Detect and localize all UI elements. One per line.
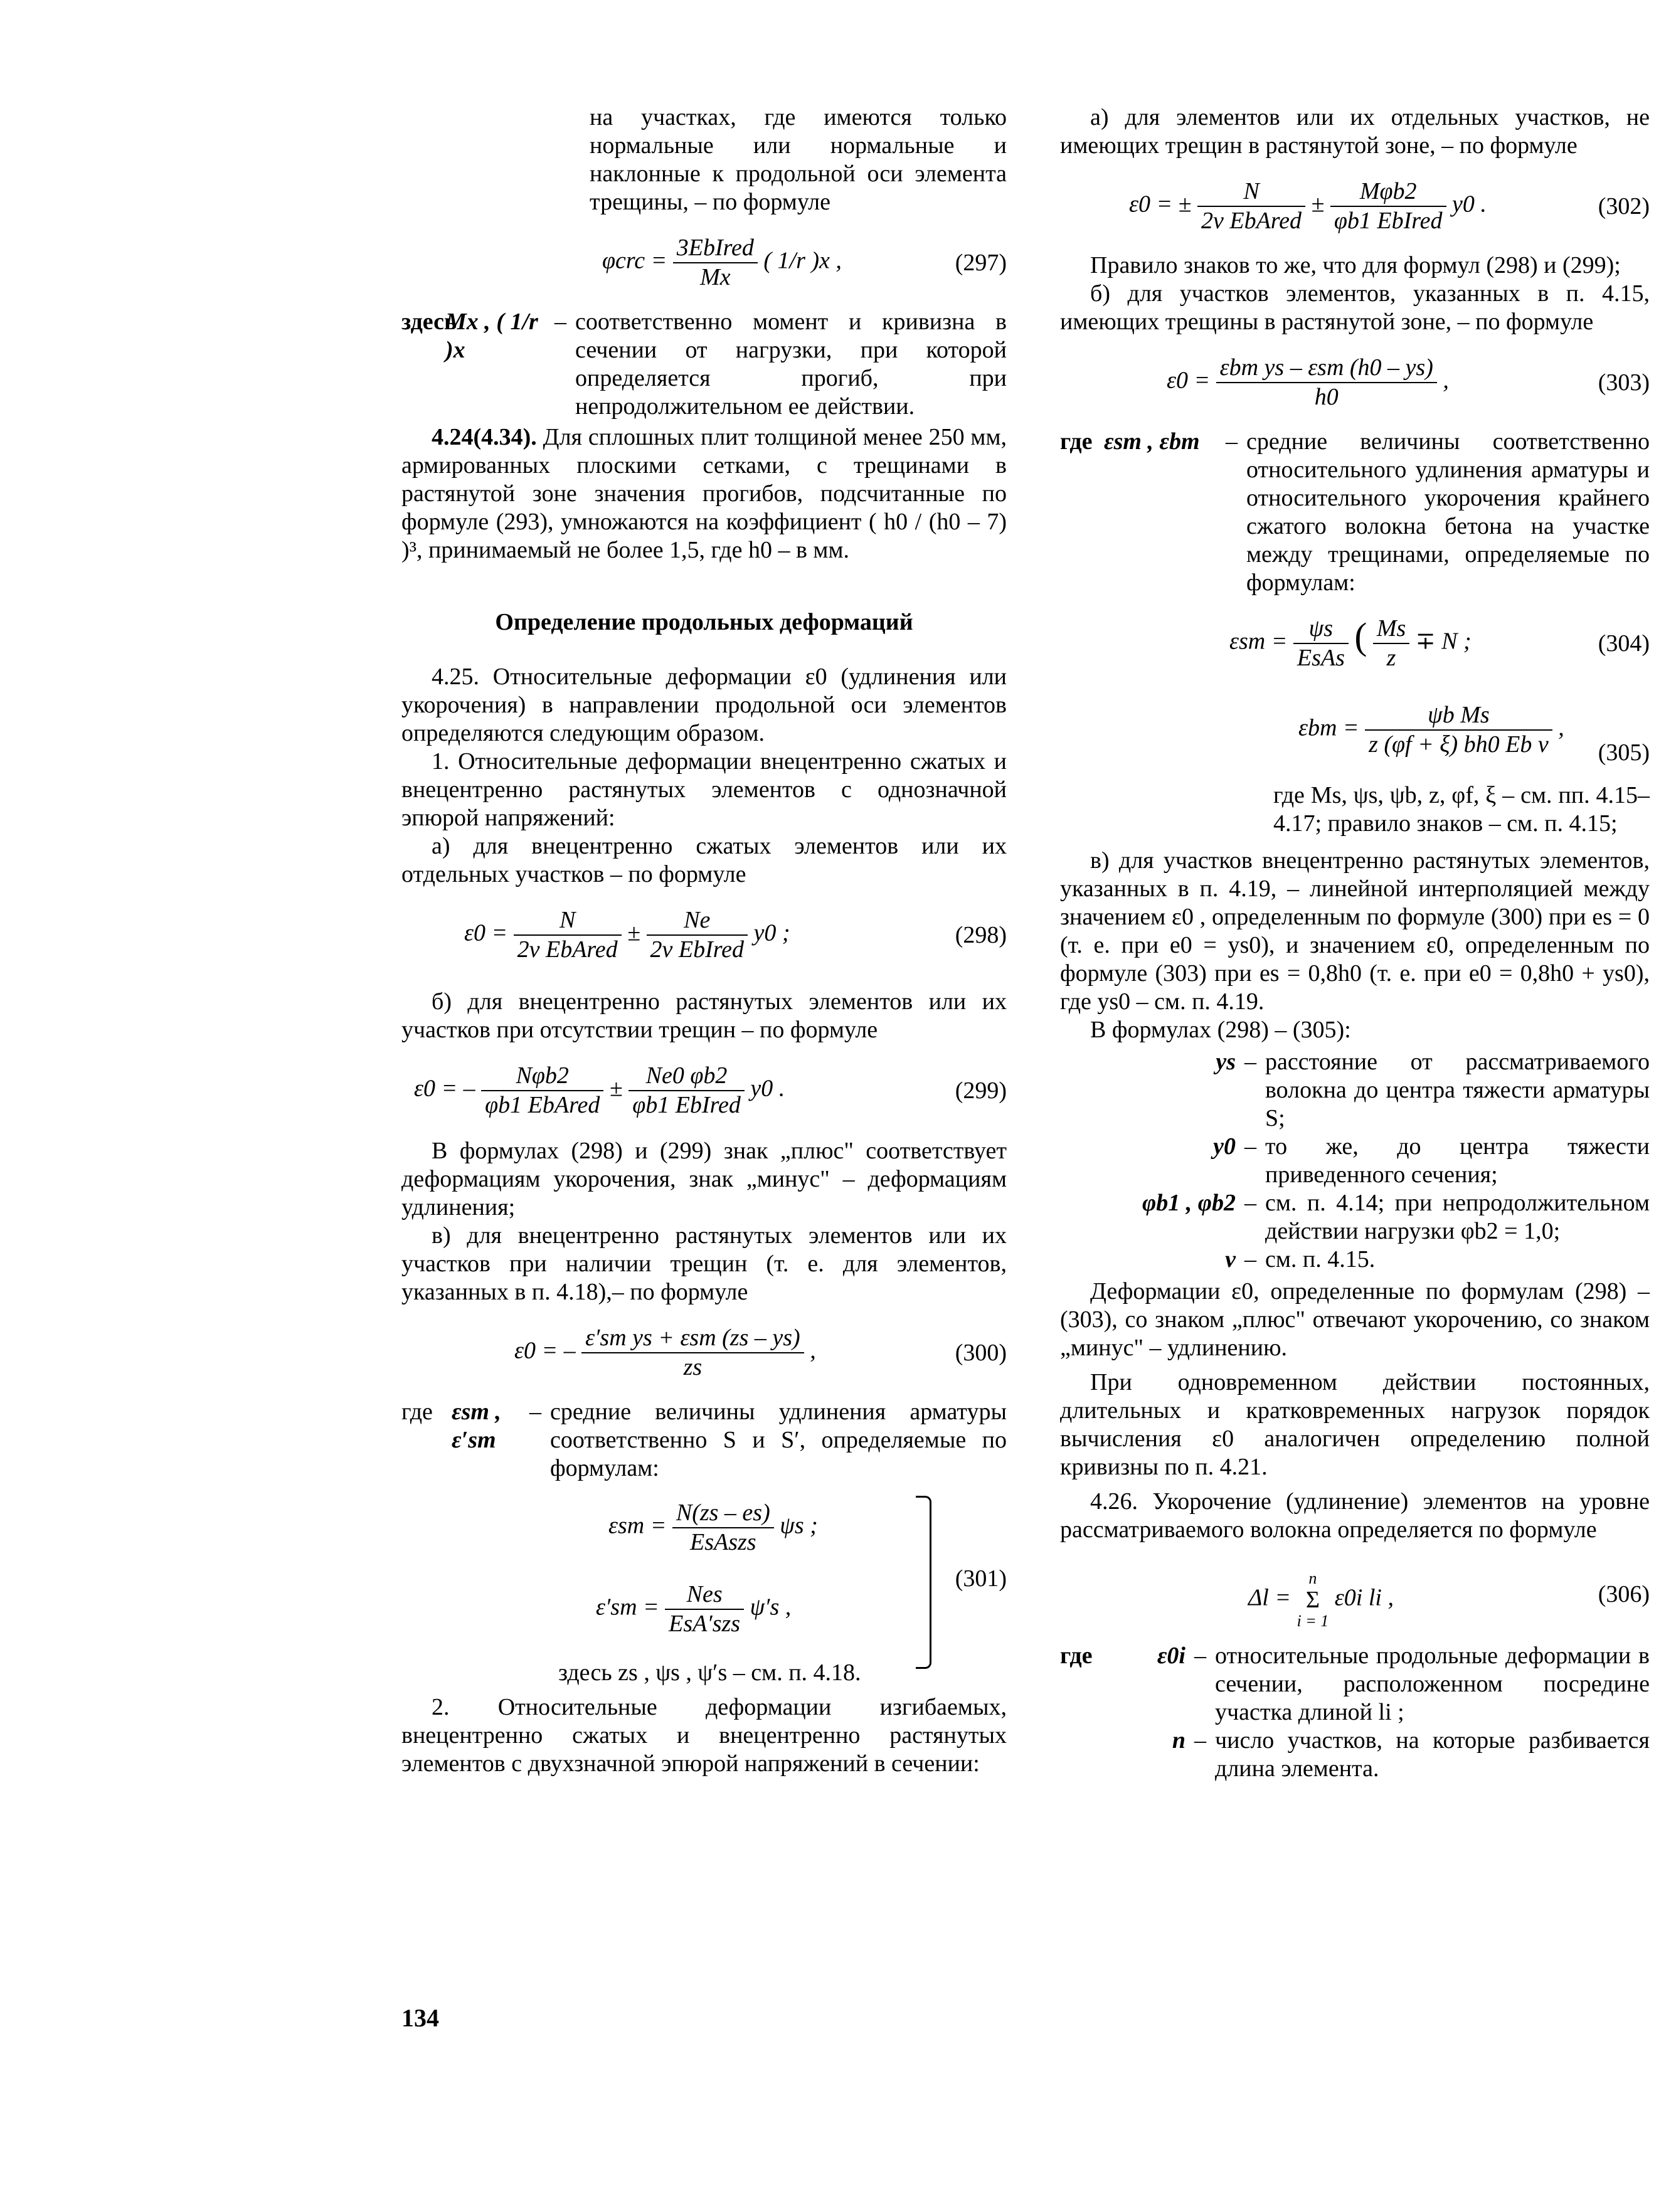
formula-298: [401, 900, 1007, 969]
where-306-row-2: [1060, 1727, 1650, 1783]
where-300-term: εsm , ε′sm: [452, 1399, 501, 1453]
formula-305-numerator: ψb Ms: [1365, 701, 1552, 731]
formula-305-note: где Ms, ψs, ψb, z, φf, ξ – см. пп. 4.15–4.17; правило знаков – см. п. 4.15;: [1273, 782, 1650, 837]
formula-300-denominator: zs: [683, 1354, 703, 1380]
formula-298-den1: 2ν EbAred: [517, 936, 618, 963]
formula-304-denominator: EsAs: [1297, 645, 1345, 671]
where-300-lead: где: [401, 1399, 433, 1425]
definition-body: расстояние от рассматриваемого волокна до центра тяжести арматуры S;: [1265, 1049, 1650, 1131]
where-306-row-1: [1060, 1642, 1650, 1727]
formula-305-denominator: z (φf + ξ) bh0 Eb ν: [1369, 731, 1549, 758]
formula-298-tail: y0 ;: [753, 919, 790, 946]
formula-300-label: (300): [955, 1340, 1007, 1366]
definition-nu: [1110, 1246, 1650, 1274]
item-2a: а) для элементов или их отдельных участков, не имеющих трещин в растянутой зоне, – по формуле: [1060, 104, 1650, 159]
formula-297-lhs: φcrc =: [602, 247, 667, 274]
where-306-term: n: [1172, 1727, 1185, 1754]
formula-306-lhs: Δl =: [1248, 1584, 1291, 1611]
definition-y0: [1110, 1133, 1650, 1189]
formula-298-num1: N: [514, 906, 622, 936]
section-title: Определение продольных деформаций: [495, 609, 913, 635]
formula-306-sum-top: n: [1308, 1569, 1317, 1587]
clause-4-25: 4.25. Относительные деформации ε0 (удлинения или укорочения) в направлении продольной оси элементов определяются следующим образом.: [401, 664, 1007, 746]
definition-term: ν: [1225, 1246, 1236, 1273]
where-306-lead: где: [1060, 1643, 1093, 1669]
formula-301b-denominator: EsA′szs: [669, 1611, 741, 1637]
paragraph-in-formulas: В формулах (298) – (305):: [1090, 1017, 1351, 1043]
definition-term: ys: [1216, 1049, 1236, 1075]
formula-305-tail: ,: [1558, 714, 1564, 741]
formula-301a-numerator: N(zs – es): [672, 1499, 774, 1528]
item-1b: б) для внецентренно растянутых элементов или их участков при отсутствии трещин – по формуле: [401, 988, 1007, 1043]
where-303-lead: где: [1060, 428, 1093, 455]
where-306-dash: –: [1194, 1643, 1206, 1669]
where-306-term: ε0i: [1157, 1643, 1185, 1669]
where-297-body: соответственно момент и кривизна в сечении от нагрузки, при которой определяется прогиб, при непродолжительном ее действии.: [575, 309, 1007, 420]
formula-300-lhs: ε0 = –: [514, 1337, 576, 1364]
formula-298-num2: Ne: [647, 906, 748, 936]
formula-304-label: (304): [1598, 630, 1650, 657]
where-297-term: Mx , ( 1/r )x: [445, 309, 538, 363]
formula-299-label: (299): [955, 1077, 1007, 1104]
where-303: [1060, 428, 1650, 597]
item-1a: а) для внецентренно сжатых элементов или их отдельных участков – по формуле: [401, 833, 1007, 887]
formula-304-tail: ∓ N ;: [1415, 628, 1472, 655]
definition-body: то же, до центра тяжести приведенного сечения;: [1265, 1133, 1650, 1188]
formula-300-tail: ,: [810, 1337, 816, 1364]
formula-304-paren-open: (: [1354, 615, 1367, 657]
paragraph-simultaneous: При одновременном действии постоянных, длительных и кратковременных нагрузок порядок вычисления ε0 аналогичен определению полной кривизны по п. 4.21.: [1060, 1369, 1650, 1480]
formula-298-pm: ±: [627, 919, 641, 946]
formula-300-numerator: ε′sm ys + εsm (zs – ys): [581, 1324, 804, 1353]
formula-306-label: (306): [1598, 1581, 1650, 1607]
clause-4-24-heading: 4.24(4.34).: [432, 424, 537, 450]
definition-body: см. п. 4.15.: [1265, 1246, 1376, 1273]
definition-phi: [1110, 1189, 1650, 1246]
formula-306-sum-bottom: i = 1: [1297, 1612, 1329, 1630]
formula-301b-lhs: ε′sm =: [596, 1594, 659, 1621]
definition-body: см. п. 4.14; при непродолжительном действии нагрузки φb2 = 1,0;: [1265, 1190, 1650, 1244]
formula-298-label: (298): [955, 922, 1007, 948]
right-column: [1060, 103, 1650, 1783]
where-297-dash: –: [554, 309, 566, 335]
formula-301a-tail: ψs ;: [780, 1512, 818, 1539]
paragraph-signs: В формулах (298) и (299) знак „плюс" соответствует деформациям укорочения, знак „минус" – деформациям удлинения;: [401, 1138, 1007, 1220]
definition-dash: –: [1244, 1133, 1256, 1160]
formula-306-sum-sign: Σ: [1305, 1587, 1320, 1613]
definition-term: φb1 , φb2: [1142, 1190, 1236, 1216]
formula-302-label: (302): [1598, 193, 1650, 220]
where-303-dash: –: [1226, 428, 1238, 455]
formula-301-group: [401, 1493, 1007, 1687]
where-306-body: число участков, на которые разбивается длина элемента.: [1215, 1727, 1650, 1782]
definition-dash: –: [1244, 1246, 1256, 1273]
formula-297-numerator: 3EbIred: [673, 234, 758, 263]
formula-297-tail: ( 1/r )x ,: [763, 247, 842, 274]
formula-304: [1060, 608, 1650, 684]
where-300-body: средние величины удлинения арматуры соответственно S и S′, определяемые по формулам:: [550, 1399, 1007, 1481]
formula-301-label: (301): [955, 1565, 1007, 1592]
formula-299-den1: φb1 EbAred: [485, 1092, 600, 1118]
definitions-list: [1110, 1048, 1650, 1274]
where-300: [401, 1398, 1007, 1483]
formula-304-mid-numerator: Ms: [1373, 615, 1409, 644]
formula-302-tail: y0 .: [1452, 191, 1487, 218]
where-306-dash: –: [1194, 1727, 1206, 1754]
where-306-lead: [1060, 1727, 1123, 1783]
formula-302-den1: 2ν EbAred: [1201, 208, 1302, 234]
paragraph-intro: на участках, где имеются только нормальные или нормальные и наклонные к продольной оси элемента трещины, – по формуле: [590, 104, 1007, 215]
where-300-dash: –: [529, 1399, 541, 1425]
formula-302: [1060, 171, 1650, 240]
formula-305-lhs: εbm =: [1298, 714, 1359, 741]
where-303-term: εsm , εbm: [1104, 428, 1200, 455]
formula-299-num2: Ne0 φb2: [628, 1062, 745, 1091]
formula-299-lhs: ε0 = –: [414, 1075, 475, 1102]
formula-303-label: (303): [1598, 369, 1650, 396]
formula-302-lhs: ε0 = ±: [1129, 191, 1192, 218]
formula-299-den2: φb1 EbIred: [632, 1092, 741, 1118]
formula-304-lhs: εsm =: [1229, 628, 1288, 655]
formula-297: [401, 228, 1007, 297]
formula-304-numerator: ψs: [1293, 615, 1349, 644]
formula-303-lhs: ε0 =: [1167, 367, 1211, 394]
formula-301b-tail: ψ′s ,: [750, 1594, 792, 1621]
item-2: 2. Относительные деформации изгибаемых, внецентренно сжатых и внецентренно растянутых элементов с двухзначной эпюрой напряжений в сечении:: [401, 1694, 1007, 1777]
left-column: [401, 103, 1007, 1778]
paragraph-rule: Правило знаков то же, что для формул (298) и (299);: [1090, 252, 1621, 278]
where-297-lead: здесь: [401, 309, 457, 335]
where-306-body: относительные продольные деформации в сечении, расположенном посредине участка длиной li ;: [1215, 1643, 1650, 1725]
item-1: 1. Относительные деформации внецентренно сжатых и внецентренно растянутых элементов с однозначной эпюрой напряжений:: [401, 748, 1007, 831]
paragraph-deformations: Деформации ε0, определенные по формулам (298) – (303), со знаком „плюс" отвечают укорочению, со знаком „минус" – удлинению.: [1060, 1278, 1650, 1361]
formula-298-den2: 2ν EbIred: [650, 936, 745, 963]
formula-303-numerator: εbm ys – εsm (h0 – ys): [1216, 354, 1437, 383]
definition-dash: –: [1244, 1190, 1256, 1216]
formula-305: [1060, 695, 1650, 770]
formula-297-label: (297): [955, 250, 1007, 276]
formula-301a-denominator: EsAszs: [690, 1529, 756, 1555]
formula-301b-numerator: Nes: [665, 1580, 744, 1610]
formula-302-num2: Mφb2: [1330, 177, 1446, 207]
definition-dash: –: [1244, 1049, 1256, 1075]
formula-306: [1060, 1555, 1650, 1631]
definition-ys: [1110, 1048, 1650, 1133]
formula-299-num1: Nφb2: [481, 1062, 603, 1091]
formula-297-denominator: Mx: [700, 264, 731, 290]
formula-306-tail: ε0i li ,: [1334, 1584, 1394, 1611]
where-297: [401, 308, 1007, 421]
formula-298-lhs: ε0 =: [464, 919, 508, 946]
definition-term: y0: [1213, 1133, 1236, 1160]
item-2b: б) для участков элементов, указанных в п. 4.15, имеющих трещины в растянутой зоне, – по формуле: [1060, 280, 1650, 335]
formula-303-tail: ,: [1443, 367, 1449, 394]
formula-302-pm: ±: [1311, 191, 1325, 218]
formula-302-den2: φb1 EbIred: [1334, 208, 1443, 234]
item-2v: в) для участков внецентренно растянутых элементов, указанных в п. 4.19, – линейной интерполяцией между значением ε0 , определенным по формуле (300) при es = 0 (т. е. при e0 = ys0), и значением ε0, определенным по формуле (303) при es = 0,8h0 (т. е. при e0 = 0,8h0 + ys0), где ys0 – см. п. 4.19.: [1060, 847, 1650, 1015]
formula-301-note: здесь zs , ψs , ψ′s – см. п. 4.18.: [558, 1659, 861, 1686]
formula-301-brace: [916, 1496, 931, 1669]
formula-302-num1: N: [1197, 177, 1305, 207]
clause-4-26: 4.26. Укорочение (удлинение) элементов на уровне рассматриваемого волокна определяется по формуле: [1060, 1488, 1650, 1543]
page-number: 134: [401, 2004, 439, 2032]
formula-299-pm: ±: [609, 1075, 623, 1102]
formula-303: [1060, 347, 1650, 416]
formula-301a-lhs: εsm =: [608, 1512, 667, 1539]
clause-4-24-text: Для сплошных плит толщиной менее 250 мм, армированных плоскими сетками, с трещинами в растянутой зоне значения прогибов, подсчитанные по формуле (293), умножаются на коэффициент ( h0 / (h0 – 7) )³, принимаемый не более 1,5, где h0 – в мм.: [401, 424, 1007, 563]
formula-303-denominator: h0: [1314, 384, 1339, 410]
item-1v: в) для внецентренно растянутых элементов или их участков при наличии трещин (т. е. для элементов, указанных в п. 4.18),– по формуле: [401, 1222, 1007, 1305]
where-303-body: средние величины соответственно относительного удлинения арматуры и относительного укорочения крайнего сжатого волокна бетона на участке между трещинами, определяемые по формулам:: [1246, 428, 1650, 596]
formula-299-tail: y0 .: [750, 1075, 785, 1102]
formula-305-label: (305): [1598, 739, 1650, 766]
formula-299: [401, 1056, 1007, 1125]
formula-304-mid-denominator: z: [1386, 645, 1396, 671]
formula-300: [401, 1318, 1007, 1387]
